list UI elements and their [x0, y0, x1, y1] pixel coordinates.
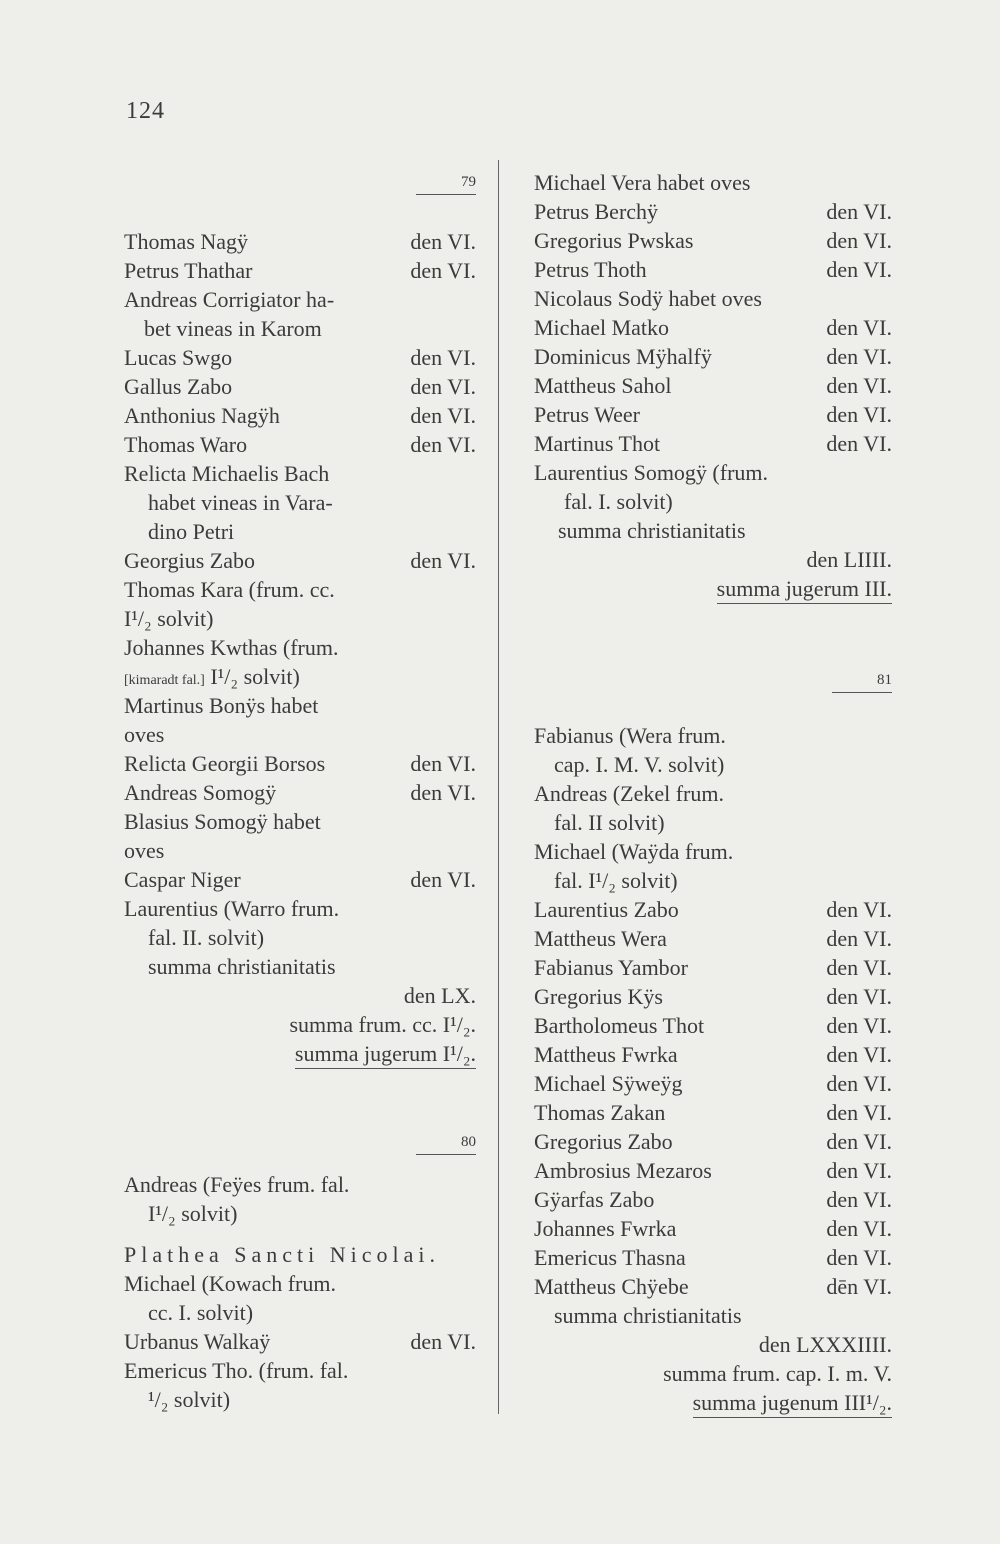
text-line [534, 400, 892, 429]
text-line [534, 1272, 892, 1301]
line-text: Martinus Bonÿs habet [124, 693, 319, 718]
tax-value: den VI. [410, 867, 476, 892]
line-text: Michael (Waÿda frum. [534, 839, 734, 864]
text-line [124, 952, 476, 981]
line-text: Petrus Weer [534, 402, 640, 427]
line-text: Bartholomeus Thot [534, 1013, 705, 1038]
text-line [534, 1069, 892, 1098]
text-line [124, 1170, 476, 1199]
tax-value: den VI. [410, 548, 476, 573]
line-text: den LXXXIIII. [758, 1332, 892, 1357]
text-line [534, 895, 892, 924]
line-text: Petrus Thoth [534, 257, 647, 282]
text-line [534, 371, 892, 400]
tax-value: den VI. [826, 373, 892, 398]
line-text: Michael Vera habet oves [534, 170, 751, 195]
line-text: Martinus Thot [534, 431, 661, 456]
text-line [124, 1298, 476, 1327]
line-text: Gallus Zabo [124, 374, 233, 399]
line-text: Relicta Georgii Borsos [124, 751, 326, 776]
text-line [124, 923, 476, 952]
text-line [124, 1010, 476, 1039]
tax-value: den VI. [826, 1187, 892, 1212]
line-text: Emericus Thasna [534, 1245, 686, 1270]
text-line [124, 807, 476, 836]
line-text: Thomas Zakan [534, 1100, 666, 1125]
text-line [534, 1330, 892, 1359]
text-line [534, 342, 892, 371]
text-line [124, 227, 476, 256]
tax-value: den VI. [826, 1245, 892, 1270]
line-text: Nicolaus Sodÿ habet oves [534, 286, 762, 311]
text-line [534, 750, 892, 779]
line-text: Laurentius Zabo [534, 897, 679, 922]
line-text: Andreas Somogÿ [124, 780, 277, 805]
text-line [534, 284, 892, 313]
line-text: den LX. [403, 983, 476, 1008]
entry-number-label: 81 [877, 672, 892, 688]
text-line [534, 779, 892, 808]
tax-value: den VI. [826, 897, 892, 922]
tax-value: den VI. [410, 432, 476, 457]
line-text: Petrus Berchÿ [534, 199, 659, 224]
text-line [534, 924, 892, 953]
text-line [534, 808, 892, 837]
line-text: Gÿarfas Zabo [534, 1187, 655, 1212]
text-line [124, 836, 476, 865]
page-number: 124 [126, 98, 165, 124]
tax-value: den VI. [826, 344, 892, 369]
text-line [534, 574, 892, 603]
text-line [124, 488, 476, 517]
text-line [534, 197, 892, 226]
line-text: Johannes Kwthas (frum. [124, 635, 339, 660]
text-line [124, 314, 476, 343]
line-text: Michael Matko [534, 315, 670, 340]
line-text: Andreas (Feÿes frum. fal. [124, 1172, 350, 1197]
line-text: summa christianitatis [554, 1303, 742, 1328]
tax-value: den VI. [410, 780, 476, 805]
line-text: summa christianitatis [148, 954, 336, 979]
tax-value: den VI. [410, 345, 476, 370]
tax-value: dēn VI. [826, 1274, 892, 1299]
line-text: Mattheus Fwrka [534, 1042, 678, 1067]
tax-value: den VI. [826, 926, 892, 951]
text-line [124, 981, 476, 1010]
text-line [124, 285, 476, 314]
line-text: ¹/₂ solvit) [148, 1387, 231, 1412]
text-line [124, 401, 476, 430]
line-text: Emericus Tho. (frum. fal. [124, 1358, 349, 1383]
line-text: Petrus Thathar [124, 258, 253, 283]
line-text: Mattheus Chÿebe [534, 1274, 689, 1299]
text-line [124, 575, 476, 604]
text-line [534, 1185, 892, 1214]
line-text: oves [124, 722, 165, 747]
line-text: I¹/₂ solvit) [124, 606, 214, 631]
text-line [534, 1388, 892, 1417]
line-text: Fabianus (Wera frum. [534, 723, 726, 748]
line-text: Gregorius Kÿs [534, 984, 663, 1009]
text-line [534, 226, 892, 255]
text-line [124, 749, 476, 778]
line-text: summa christianitatis [558, 518, 746, 543]
entry-number [124, 1128, 476, 1157]
line-text: summa jugerum I¹/₂. [295, 1039, 476, 1069]
line-text: cc. I. solvit) [148, 1300, 254, 1325]
line-text: bet vineas in Karom [144, 316, 322, 341]
text-line [124, 1356, 476, 1385]
text-line [124, 256, 476, 285]
text-line [124, 894, 476, 923]
tax-value: den VI. [410, 374, 476, 399]
line-text: fal. II solvit) [554, 810, 665, 835]
line-text: Michael (Kowach frum. [124, 1271, 336, 1296]
tax-value: den VI. [826, 1158, 892, 1183]
line-text: dino Petri [148, 519, 235, 544]
editorial-note: [kimaradt fal.] [124, 673, 205, 688]
line-text: fal. II. solvit) [148, 925, 265, 950]
text-line [124, 430, 476, 459]
text-line [124, 691, 476, 720]
text-line [534, 516, 892, 545]
text-line [124, 1327, 476, 1356]
line-text: Thomas Nagÿ [124, 229, 249, 254]
line-text: summa frum. cap. I. m. V. [663, 1361, 892, 1386]
line-text: Laurentius (Warro frum. [124, 896, 340, 921]
text-line [534, 866, 892, 895]
text-line [534, 1127, 892, 1156]
text-line [534, 1301, 892, 1330]
tax-value: den VI. [826, 955, 892, 980]
line-text: cap. I. M. V. solvit) [554, 752, 725, 777]
text-line [124, 1269, 476, 1298]
text-line [124, 1039, 476, 1068]
tax-value: den VI. [410, 1329, 476, 1354]
line-text: fal. I¹/₂ solvit) [554, 868, 678, 893]
text-line [534, 487, 892, 516]
line-text: Lucas Swgo [124, 345, 233, 370]
text-line [534, 545, 892, 574]
entry-number [124, 168, 476, 197]
tax-value: den VI. [826, 228, 892, 253]
line-text: den LIIII. [806, 547, 892, 572]
line-text: Caspar Niger [124, 867, 241, 892]
line-text: Johannes Fwrka [534, 1216, 677, 1241]
entry-number [534, 666, 892, 695]
line-text: Michael Sÿweÿg [534, 1071, 683, 1096]
text-line [534, 1359, 892, 1388]
line-text: Mattheus Wera [534, 926, 667, 951]
text-line [534, 982, 892, 1011]
entry-number-label: 79 [461, 174, 476, 190]
tax-value: den VI. [410, 751, 476, 776]
line-text: Dominicus Mÿhalfÿ [534, 344, 712, 369]
text-line [124, 633, 476, 662]
line-text: Gregorius Pwskas [534, 228, 694, 253]
text-line [124, 720, 476, 749]
line-text: Plathea Sancti Nicolai. [124, 1242, 440, 1267]
line-text: fal. I. solvit) [564, 489, 673, 514]
text-line [534, 1011, 892, 1040]
line-text: Mattheus Sahol [534, 373, 672, 398]
text-line [124, 372, 476, 401]
line-text: Urbanus Walkaÿ [124, 1329, 271, 1354]
line-text: Andreas (Zekel frum. [534, 781, 724, 806]
tax-value: den VI. [826, 984, 892, 1009]
line-text: summa jugenum III¹/₂. [693, 1388, 892, 1418]
line-text: Thomas Kara (frum. cc. [124, 577, 335, 602]
text-line [534, 1098, 892, 1127]
tax-value: den VI. [410, 229, 476, 254]
column-divider [498, 160, 499, 1414]
text-line [534, 721, 892, 750]
text-line [124, 662, 476, 691]
tax-value: den VI. [826, 315, 892, 340]
line-text: oves [124, 838, 165, 863]
text-line [124, 1240, 476, 1269]
tax-value: den VI. [826, 1042, 892, 1067]
text-line [534, 1243, 892, 1272]
tax-value: den VI. [410, 258, 476, 283]
line-text: Gregorius Zabo [534, 1129, 673, 1154]
tax-value: den VI. [410, 403, 476, 428]
text-line [124, 865, 476, 894]
text-line [534, 458, 892, 487]
line-text: Thomas Waro [124, 432, 248, 457]
tax-value: den VI. [826, 257, 892, 282]
line-text: Laurentius Somogÿ (frum. [534, 460, 769, 485]
text-line [124, 517, 476, 546]
text-line [124, 459, 476, 488]
line-text: Georgius Zabo [124, 548, 255, 573]
text-line [534, 429, 892, 458]
text-line [534, 953, 892, 982]
tax-value: den VI. [826, 1216, 892, 1241]
text-line [124, 604, 476, 633]
line-text: Andreas Corrigiator ha- [124, 287, 335, 312]
text-line [534, 255, 892, 284]
text-line [124, 778, 476, 807]
text-line [124, 1199, 476, 1228]
line-text: I¹/₂ solvit) [148, 1201, 238, 1226]
tax-value: den VI. [826, 1100, 892, 1125]
text-line [534, 1040, 892, 1069]
line-text: Relicta Michaelis Bach [124, 461, 330, 486]
tax-value: den VI. [826, 199, 892, 224]
text-line [534, 1214, 892, 1243]
line-text: Fabianus Yambor [534, 955, 689, 980]
tax-value: den VI. [826, 431, 892, 456]
entry-number-label: 80 [461, 1134, 476, 1150]
text-line [534, 313, 892, 342]
line-text: Blasius Somogÿ habet [124, 809, 321, 834]
line-text: habet vineas in Vara- [148, 490, 333, 515]
tax-value: den VI. [826, 1013, 892, 1038]
line-text: Anthonius Nagÿh [124, 403, 280, 428]
text-line [534, 837, 892, 866]
line-text: [kimaradt fal.] I¹/₂ solvit) [124, 664, 300, 689]
text-line [534, 168, 892, 197]
tax-value: den VI. [826, 1071, 892, 1096]
text-line [124, 1385, 476, 1414]
text-line [534, 1156, 892, 1185]
line-text: summa jugerum III. [717, 574, 892, 604]
line-text: summa frum. cc. I¹/₂. [289, 1012, 476, 1037]
tax-value: den VI. [826, 1129, 892, 1154]
line-text: Ambrosius Mezaros [534, 1158, 712, 1183]
tax-value: den VI. [826, 402, 892, 427]
text-line [124, 343, 476, 372]
text-line [124, 546, 476, 575]
